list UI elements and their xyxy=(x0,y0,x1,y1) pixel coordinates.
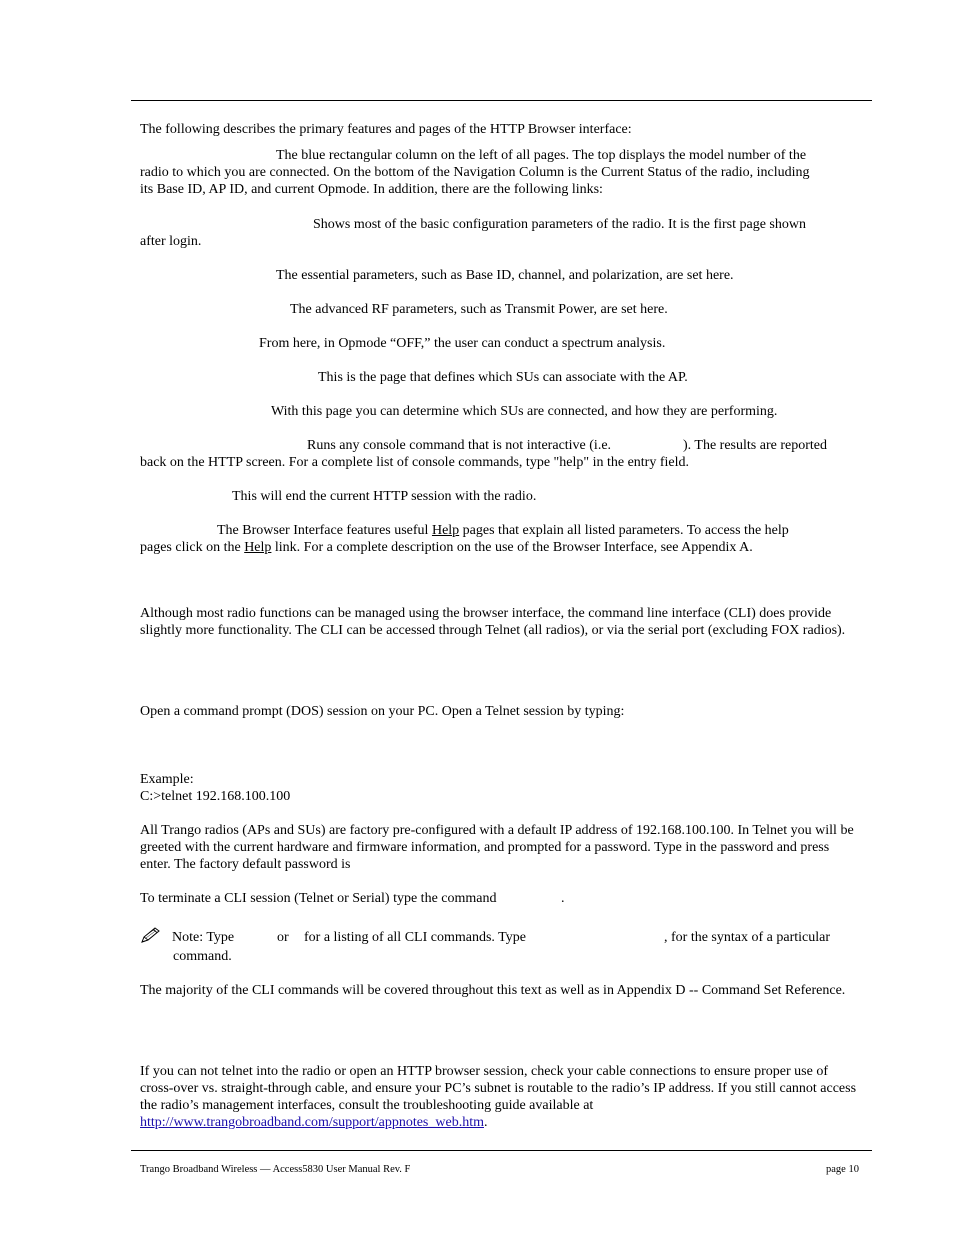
help-line1 xyxy=(217,522,789,539)
nav-column-line1: The blue rectangular column on the left of all pages. The top displays the model number of the xyxy=(276,148,807,163)
majority-paragraph: The majority of the CLI commands will be covered throughout this text as well as in Appendix D -- Command Set Reference. xyxy=(140,983,846,998)
terminate-period: . xyxy=(561,891,565,906)
advanced-config-text: The advanced RF parameters, such as Transmit Power, are set here. xyxy=(290,302,668,317)
troubleshoot-link[interactable]: http://www.trangobroadband.com/support/appnotes_web.htm xyxy=(140,1115,484,1130)
nav-column-line2: radio to which you are connected. On the bottom of the Navigation Column is the Current Status of the radio, including xyxy=(140,165,810,180)
note-c: for a listing of all CLI commands. Type xyxy=(304,930,526,945)
command-line1a: Runs any console command that is not interactive (i.e. xyxy=(307,438,612,453)
help-link-2[interactable]: Help xyxy=(244,540,272,555)
spectrum-text: From here, in Opmode “OFF,” the user can conduct a spectrum analysis. xyxy=(259,336,666,351)
logout-text: This will end the current HTTP session with the radio. xyxy=(232,489,537,504)
troubleshoot-text: If you can not telnet into the radio or open an HTTP browser session, check your cable connections to ensure proper use of cross-over vs. straight-through cable, and ensure your PC’s subnet is routable to the radio’s IP address. If you still cannot access the radio’s management interfaces, consult the troubleshooting guide available at xyxy=(140,1064,857,1113)
help-line2 xyxy=(140,539,753,556)
help-text-d: link. For a complete description on the use of the Browser Interface, see Appendix A. xyxy=(274,540,753,555)
header-rule xyxy=(131,100,872,101)
note-b: or xyxy=(277,930,289,945)
example-command: C:>telnet 192.168.100.100 xyxy=(140,789,291,804)
intro-text: The following describes the primary features and pages of the HTTP Browser interface: xyxy=(140,122,632,137)
footer-page-number: page 10 xyxy=(826,1163,859,1175)
note-d: , for the syntax of a particular xyxy=(664,930,830,945)
system-info-line1: Shows most of the basic configuration parameters of the radio. It is the first page shown xyxy=(313,217,806,232)
help-text-b: pages that explain all listed parameters. To access the help xyxy=(462,523,789,538)
command-line1b: ). The results are reported xyxy=(683,438,827,453)
pencil-icon xyxy=(140,926,162,944)
terminate-text: To terminate a CLI session (Telnet or Serial) type the command xyxy=(140,891,497,906)
help-text-a: The Browser Interface features useful xyxy=(217,523,429,538)
help-text-c: pages click on the xyxy=(140,540,241,555)
footer-rule xyxy=(131,1150,872,1151)
footer-left: Trango Broadband Wireless — Access5830 User Manual Rev. F xyxy=(140,1163,411,1175)
cli-paragraph: Although most radio functions can be managed using the browser interface, the command line interface (CLI) does provide slightly more functionality. The CLI can be accessed through Telnet (all radios), or via the serial port (excluding FOX radios). xyxy=(140,606,846,638)
command-line2: back on the HTTP screen. For a complete list of console commands, type "help" in the entry field. xyxy=(140,455,689,470)
basic-config-text: The essential parameters, such as Base ID, channel, and polarization, are set here. xyxy=(276,268,734,283)
telnet-open-text: Open a command prompt (DOS) session on your PC. Open a Telnet session by typing: xyxy=(140,704,625,719)
note-e: command. xyxy=(173,949,232,964)
trango-paragraph: All Trango radios (APs and SUs) are factory pre-configured with a default IP address of 192.168.100.100. In Telnet you will be greeted with the current hardware and firmware information, and prompted for a password. Type in the password and press enter. The factory default password is xyxy=(140,823,854,872)
system-info-line2: after login. xyxy=(140,234,202,249)
troubleshoot-paragraph xyxy=(140,1063,862,1131)
help-link-1[interactable]: Help xyxy=(431,523,460,538)
example-label: Example: xyxy=(140,772,194,787)
note-a: Note: Type xyxy=(172,930,235,945)
troubleshoot-period: . xyxy=(483,1115,488,1130)
link-test-text: With this page you can determine which SUs are connected, and how they are performing. xyxy=(271,404,778,419)
su-mgmt-text: This is the page that defines which SUs can associate with the AP. xyxy=(318,370,688,385)
nav-column-line3: its Base ID, AP ID, and current Opmode. In addition, there are the following links: xyxy=(140,182,603,197)
